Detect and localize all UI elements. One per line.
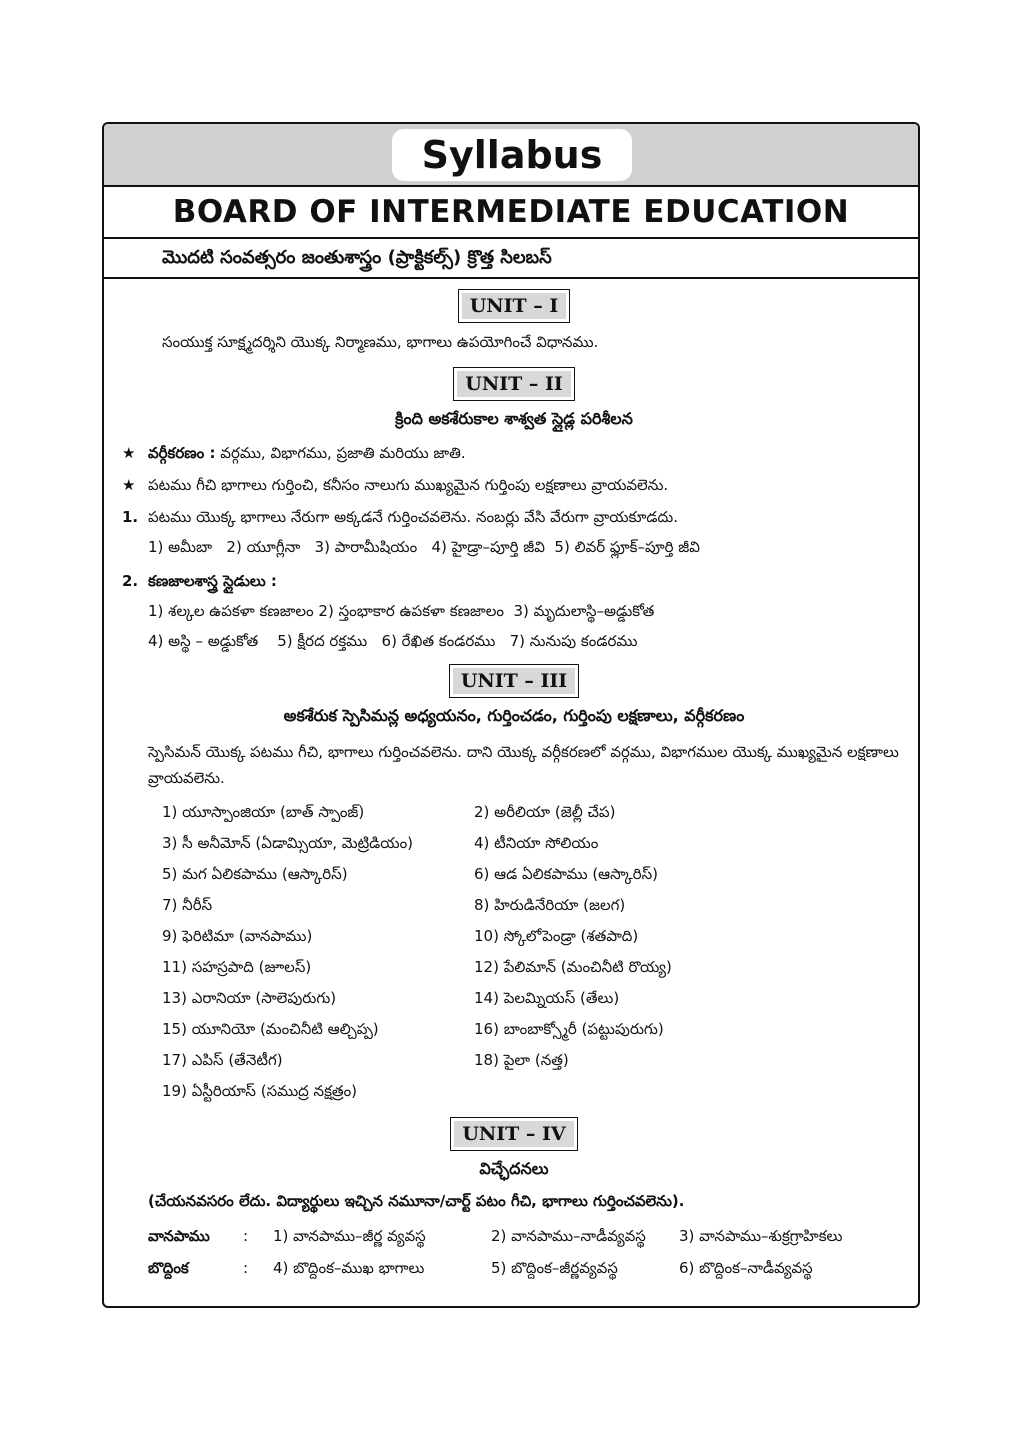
- star-icon: ★: [122, 476, 136, 494]
- syllabus-frame: [102, 122, 920, 1308]
- specimen-item: 12) పేలిమాన్ (మంచినీటి రొయ్య): [474, 958, 672, 976]
- specimen-row: [122, 1045, 906, 1076]
- dissection-label: వానపాము: [148, 1227, 210, 1245]
- unit-4-heading: విచ్ఛేదనలు: [479, 1159, 549, 1178]
- unit-3-intro: స్పెసిమన్ యొక్క పటము గీచి, భాగాలు గుర్తించవలెను. దాని యొక్క వర్గీకరణలో వర్గము, విభాగముల యొక్క ముఖ్యమైన లక్షణాలు వ్రాయవలెను.: [148, 743, 899, 787]
- syllabus-band: [104, 124, 918, 187]
- specimen-row: [122, 983, 906, 1014]
- unit-3-badge: [449, 664, 579, 698]
- dissection-item: 1) వానపాము–జీర్ణ వ్యవస్థ: [273, 1227, 426, 1245]
- unit-3-label: UNIT – III: [453, 668, 575, 694]
- unit-1-badge-wrap: [122, 289, 906, 323]
- specimen-item: 18) పైలా (నత్త): [474, 1051, 569, 1069]
- specimen-item: 8) హిరుడినేరియా (జలగ): [474, 896, 626, 914]
- specimen-item: 16) బాంబాక్స్మోరీ (పట్టుపురుగు): [474, 1020, 664, 1038]
- bullet-1-text: వర్గము, విభాగము, ప్రజాతి మరియు జాతి.: [220, 444, 466, 462]
- syllabus-title: Syllabus: [392, 129, 632, 181]
- unit-1-text: సంయుక్త సూక్ష్మదర్శిని యొక్క నిర్మాణము, భాగాలు ఉపయోగించే విధానము.: [162, 333, 599, 351]
- specimen-row: [122, 828, 906, 859]
- point-1-text: పటము యొక్క భాగాలు నేరుగా అక్కడనే గుర్తించవలెను. నంబర్లు వేసి వేరుగా వ్రాయకూడదు.: [148, 508, 678, 526]
- specimen-item: 10) స్కోలోపెండ్రా (శతపాది): [474, 927, 639, 945]
- specimen-item: 3) సీ అనీమోన్ (ఏడామ్సియా, మెట్రిడియం): [162, 834, 414, 852]
- unit-1-badge: [458, 289, 571, 323]
- unit-2-bullet-2: [122, 476, 906, 498]
- specimen-item: 7) నీరీస్: [162, 896, 213, 914]
- specimen-item: 5) మగ ఏలికపాము (ఆస్కారిస్): [162, 865, 348, 883]
- point-2-number: 2.: [122, 572, 139, 590]
- specimen-item: 1) యూస్పాంజియా (బాత్ స్పాంజ్): [162, 803, 365, 821]
- unit-4-badge: [450, 1117, 577, 1151]
- dissection-item: 5) బొద్దింక–జీర్ణవ్యవస్థ: [491, 1259, 618, 1277]
- board-title: BOARD OF INTERMEDIATE EDUCATION: [104, 187, 918, 239]
- specimen-row: [122, 1076, 906, 1107]
- unit-3-heading: అకశేరుక స్పెసిమన్ల అధ్యయనం, గుర్తించడం, గుర్తింపు లక్షణాలు, వర్గీకరణం: [283, 706, 745, 725]
- telugu-title: మొదటి సంవత్సరం జంతుశాస్త్రం (ప్రాక్టికల్స్) క్రొత్త సిలబస్: [104, 239, 918, 279]
- specimen-row: [122, 952, 906, 983]
- point-2-line-2: 4) అస్థి – అడ్డుకోత 5) క్షీరద రక్తము 6) రేఖిత కండరము 7) నునుపు కండరము: [148, 632, 638, 650]
- bullet-1-label: వర్గీకరణం :: [148, 444, 216, 462]
- point-1-number: 1.: [122, 508, 139, 526]
- dissection-item: 3) వానపాము–శుక్రగ్రాహికలు: [679, 1227, 843, 1245]
- specimen-item: 4) టీనియా సోలియం: [474, 834, 599, 852]
- specimen-item: 6) ఆడ ఏలికపాము (ఆస్కారిస్): [474, 865, 659, 883]
- syllabus-content: [104, 289, 918, 1284]
- unit-2-heading: క్రింది అకశేరుకాల శాశ్వత స్లైడ్ల పరిశీలన: [395, 409, 633, 428]
- unit-4-badge-wrap: [122, 1117, 906, 1151]
- unit-2-badge: [453, 367, 574, 401]
- specimen-row: [122, 797, 906, 828]
- unit-3-badge-wrap: [122, 664, 906, 698]
- specimen-item: 14) పెలమ్నియస్ (తేలు): [474, 989, 620, 1007]
- point-1-items: 1) అమీబా 2) యూగ్లీనా 3) పారామీషియం 4) హైడ్రా–పూర్తి జీవి 5) లివర్ ఫ్లూక్–పూర్తి జీవి: [148, 538, 700, 556]
- dissection-label: బొద్దింక: [148, 1259, 189, 1277]
- star-icon: ★: [122, 444, 136, 462]
- dissection-item: 4) బొద్దింక–ముఖ భాగాలు: [273, 1259, 425, 1277]
- unit-2-bullet-1: [122, 444, 906, 466]
- unit-4-label: UNIT – IV: [454, 1121, 573, 1147]
- dissection-item: 6) బొద్దింక–నాడీవ్యవస్థ: [679, 1259, 813, 1277]
- point-2-line-1: 1) శల్కల ఉపకళా కణజాలం 2) స్తంభాకార ఉపకళా కణజాలం 3) మృదులాస్థి–అడ్డుకోత: [148, 602, 655, 620]
- unit-2-point-2: [122, 572, 906, 594]
- dissection-colon: :: [243, 1227, 249, 1245]
- unit-2-badge-wrap: [122, 367, 906, 401]
- unit-2-label: UNIT – II: [457, 371, 570, 397]
- point-2-label: కణజాలశాస్త్ర స్లైడులు :: [148, 572, 277, 590]
- unit-2-point-1: [122, 508, 906, 530]
- specimen-item: 9) ఫెరిటిమా (వానపాము): [162, 927, 313, 945]
- dissection-colon: :: [243, 1259, 249, 1277]
- specimen-item: 11) సహస్రపాది (జూలస్): [162, 958, 312, 976]
- dissection-row: [148, 1220, 906, 1252]
- specimen-row: [122, 921, 906, 952]
- dissection-list: [122, 1220, 906, 1284]
- specimen-item: 19) ఏస్టీరియాస్ (సముద్ర నక్షత్రం): [162, 1082, 358, 1100]
- specimen-item: 15) యూనియో (మంచినీటి ఆల్చిప్ప): [162, 1020, 379, 1038]
- unit-4-note: (చేయనవసరం లేదు. విద్యార్థులు ఇచ్చిన నమూనా/చార్ట్ పటం గీచి, భాగాలు గుర్తించవలెను).: [148, 1192, 685, 1210]
- specimen-item: 2) అరీలియా (జెల్లీ చేప): [474, 803, 616, 821]
- specimen-item: 17) ఎపిస్ (తేనెటీగ): [162, 1051, 283, 1069]
- dissection-item: 2) వానపాము–నాడీవ్యవస్థ: [491, 1227, 646, 1245]
- unit-1-label: UNIT – I: [462, 293, 567, 319]
- specimen-item: [474, 1076, 906, 1107]
- specimen-row: [122, 890, 906, 921]
- bullet-2-text: పటము గీచి భాగాలు గుర్తించి, కనీసం నాలుగు ముఖ్యమైన గుర్తింపు లక్షణాలు వ్రాయవలెను.: [148, 476, 669, 494]
- dissection-row: [148, 1252, 906, 1284]
- specimen-list: [122, 797, 906, 1107]
- specimen-row: [122, 1014, 906, 1045]
- specimen-row: [122, 859, 906, 890]
- specimen-item: 13) ఎరానియా (సాలెపురుగు): [162, 989, 337, 1007]
